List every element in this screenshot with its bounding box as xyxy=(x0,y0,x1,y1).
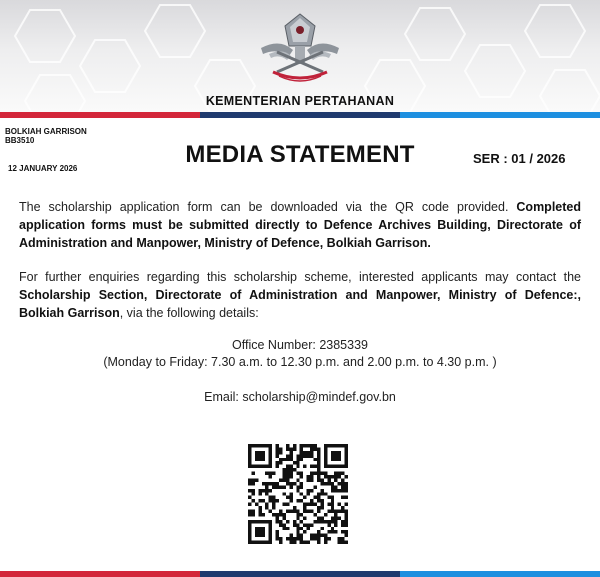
address-line-1: BOLKIAH GARRISON xyxy=(5,127,87,136)
ministry-name: KEMENTERIAN PERTAHANAN xyxy=(205,94,395,108)
ministry-crest-icon xyxy=(255,8,345,88)
paragraph-2-text-start: For further enquiries regarding this scholarship scheme, interested applicants may contact the xyxy=(19,270,581,284)
page-title: MEDIA STATEMENT xyxy=(185,141,415,168)
contact-email: Email: scholarship@mindef.gov.bn xyxy=(204,390,396,404)
footer-color-stripe xyxy=(0,571,600,577)
paragraph-application xyxy=(19,198,581,252)
office-hours: (Monday to Friday: 7.30 a.m. to 12.30 p.m. and 2.00 p.m. to 4.30 p.m. ) xyxy=(103,355,497,369)
paragraph-2-bold: Scholarship Section, Directorate of Administration and Manpower, Ministry of Defence:, Bolkiah Garrison xyxy=(19,288,581,320)
letterhead xyxy=(0,0,600,112)
qr-code-icon[interactable] xyxy=(248,444,348,544)
paragraph-2-text-end: , via the following details: xyxy=(119,306,259,320)
paragraph-1-text: The scholarship application form can be downloaded via the QR code provided. xyxy=(19,200,517,214)
paragraph-enquiries xyxy=(19,268,581,322)
office-number: Office Number: 2385339 xyxy=(232,338,368,352)
paragraph-1-bold: Completed application forms must be submitted directly to Defence Archives Building, Directorate of Administration and Manpower, Ministry of Defence, Bolkiah Garrison. xyxy=(19,200,581,250)
header-color-stripe xyxy=(0,112,600,118)
serial-number: SER : 01 / 2026 xyxy=(473,151,566,166)
address-line-2: BB3510 xyxy=(5,136,35,145)
statement-date: 12 JANUARY 2026 xyxy=(8,164,78,173)
